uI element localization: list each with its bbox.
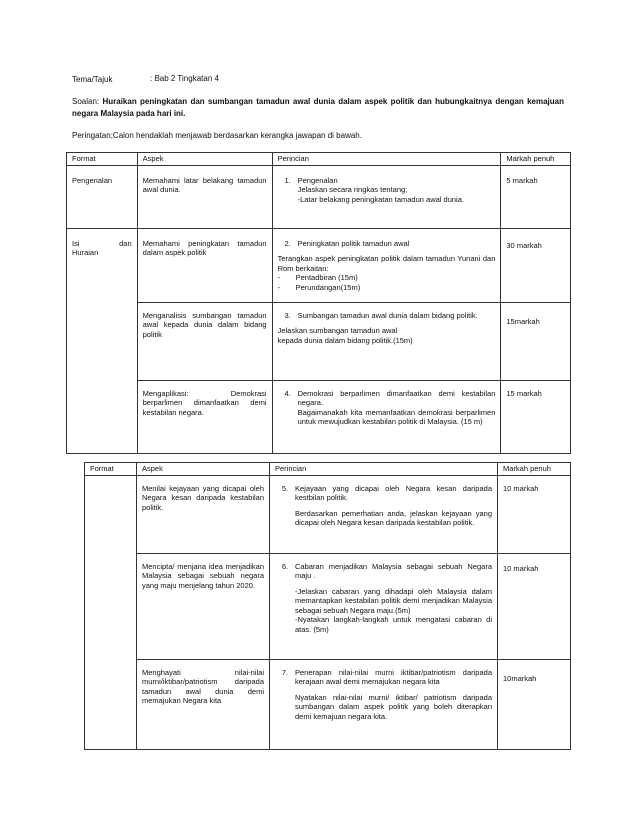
aspek-cell: Mencipta/ menjana idea menjadikan Malaysia sebagai sebuah negara yang maju menjelang tahun 2020. <box>137 553 270 659</box>
perincian-cell <box>272 228 501 302</box>
format-cell <box>85 659 137 749</box>
table-row <box>67 302 571 380</box>
table-header-row <box>85 463 571 476</box>
table-row <box>67 228 571 302</box>
table-row <box>67 380 571 453</box>
format-cell <box>67 380 138 453</box>
aspek-cell: Menganalisis sumbangan tamadun awal kepada dunia dalam bidang politik <box>137 302 272 380</box>
item-title: Penerapan nilai-nilai murni iktibar/patriotism daripada kerajaan awal demi memajukan negara kita <box>295 667 492 686</box>
markah-cell: 10 markah <box>498 553 571 659</box>
question-text <box>72 96 564 120</box>
tema-label: Tema/Tajuk <box>72 75 113 84</box>
item-line: Terangkan aspek peningkatan politik dalam tamadun Yunani dan Rom berkaitan: <box>277 254 496 273</box>
tema-value: : Bab 2 Tingkatan 4 <box>150 74 219 83</box>
header-perincian: Perincian <box>270 463 498 476</box>
item-line: Jelaskan sumbangan tamadun awal <box>277 326 398 335</box>
perincian-cell <box>270 475 498 553</box>
bullet-dash: - <box>277 273 281 282</box>
reminder-text: Peringatan;Calon hendaklah menjawab berdasarkan kerangka jawapan di bawah. <box>72 131 362 140</box>
format-word: dan <box>119 238 132 248</box>
answer-framework-table-2 <box>84 462 571 750</box>
markah-cell: 5 markah <box>501 165 571 228</box>
item-line: Jelaskan secara ringkas tentang; <box>297 185 408 194</box>
perincian-cell <box>272 165 501 228</box>
bullet-item: Pentadbiran (15m) <box>295 273 358 282</box>
format-cell: Pengenalan <box>67 165 138 228</box>
item-number: 7. <box>281 667 289 677</box>
item-line: -Nyatakan langkah-langkah untuk mengatasi cabaran di atas. (5m) <box>295 615 492 634</box>
item-line: kepada dunia dalam bidang politik.(15m) <box>277 335 413 345</box>
bullet-dash: - <box>277 282 281 292</box>
format-cell <box>67 302 138 380</box>
aspek-cell: Menilai kejayaan yang dicapai oleh Negara kesan daripada kestabilan politik. <box>137 475 270 553</box>
format-cell <box>85 553 137 659</box>
item-line: -Latar belakang peningkatan tamadun awal dunia. <box>297 194 464 204</box>
format-cell <box>67 228 138 302</box>
item-title: Sumbangan tamadun awal dunia dalam bidang politik. <box>297 310 478 320</box>
table-row <box>85 659 571 749</box>
header-aspek: Aspek <box>137 153 272 166</box>
perincian-cell <box>270 553 498 659</box>
item-line: Nyatakan nilai-nilai murni/ iktibar/ patriotism daripada sumbangan dalam aspek politik yang boleh diterapkan demi kemajuan negara kita. <box>295 692 492 721</box>
answer-framework-table-1 <box>66 152 571 454</box>
item-title: Cabaran menjadikan Malaysia sebagai sebuah Negara maju . <box>295 561 492 580</box>
aspek-cell: Mengaplikasi: Demokrasi berparlimen dimanfaatkan demi kestabilan negara. <box>137 380 272 453</box>
table-row <box>67 165 571 228</box>
format-word: Huraian <box>72 248 99 257</box>
table-row <box>85 553 571 659</box>
aspek-cell: Memahami peningkatan tamadun dalam aspek politik <box>137 228 272 302</box>
item-number: 1. <box>284 175 291 185</box>
item-line: Bagaimanakah kita memanfaatkan demokrasi berparlimen untuk mewujudkan kestabilan politik di Malaysia. (15 m) <box>297 407 496 426</box>
item-number: 5. <box>281 483 289 493</box>
header-format: Format <box>85 463 137 476</box>
item-line: -Jelaskan cabaran yang dihadapi oleh Malaysia dalam memantapkan kestabilan politik demi menjadikan Malaysia sebagai sebuah Negara maju.(5m) <box>295 586 492 615</box>
markah-cell: 15 markah <box>501 380 571 453</box>
item-title: Pengenalan <box>297 175 338 185</box>
header-format: Format <box>67 153 138 166</box>
item-title: Demokrasi berparlimen dimanfaatkan demi kestabilan negara. <box>297 388 496 407</box>
perincian-cell <box>270 659 498 749</box>
format-word: Isi <box>72 238 80 248</box>
aspek-cell: Memahami latar belakang tamadun awal dunia. <box>137 165 272 228</box>
markah-cell: 10markah <box>498 659 571 749</box>
item-number: 6. <box>281 561 289 571</box>
header-markah: Markah penuh <box>498 463 571 476</box>
item-number: 4. <box>284 388 291 398</box>
item-number: 2. <box>284 238 291 248</box>
bullet-item: Perundangan(15m) <box>295 282 361 292</box>
aspek-cell: Menghayati nilai-nilai murni/iktibar/patriotism daripada tamadun awal dunia demi memajukan Negara kita <box>137 659 270 749</box>
question-body: Huraikan peningkatan dan sumbangan tamadun awal dunia dalam aspek politik dan hubungkaitnya dengan kemajuan negara Malaysia pada hari ini. <box>72 97 565 118</box>
item-title: Peningkatan politik tamadun awal <box>297 238 410 248</box>
item-number: 3. <box>284 310 291 320</box>
question-prefix: Soalan: <box>72 97 103 106</box>
table-row <box>85 475 571 553</box>
markah-cell: 30 markah <box>501 228 571 302</box>
header-markah: Markah penuh <box>501 153 571 166</box>
item-line: Berdasarkan pemerhatian anda, jelaskan kejayaan yang dicapai oleh Negara kesan daripada kestabilan politik. <box>295 508 492 527</box>
format-cell <box>85 475 137 553</box>
markah-cell: 15markah <box>501 302 571 380</box>
perincian-cell <box>272 380 501 453</box>
table-header-row <box>67 153 571 166</box>
header-aspek: Aspek <box>137 463 270 476</box>
markah-cell: 10 markah <box>498 475 571 553</box>
header-perincian: Perincian <box>272 153 501 166</box>
perincian-cell <box>272 302 501 380</box>
item-title: Kejayaan yang dicapai oleh Negara kesan daripada kestbilan politik. <box>295 483 492 502</box>
